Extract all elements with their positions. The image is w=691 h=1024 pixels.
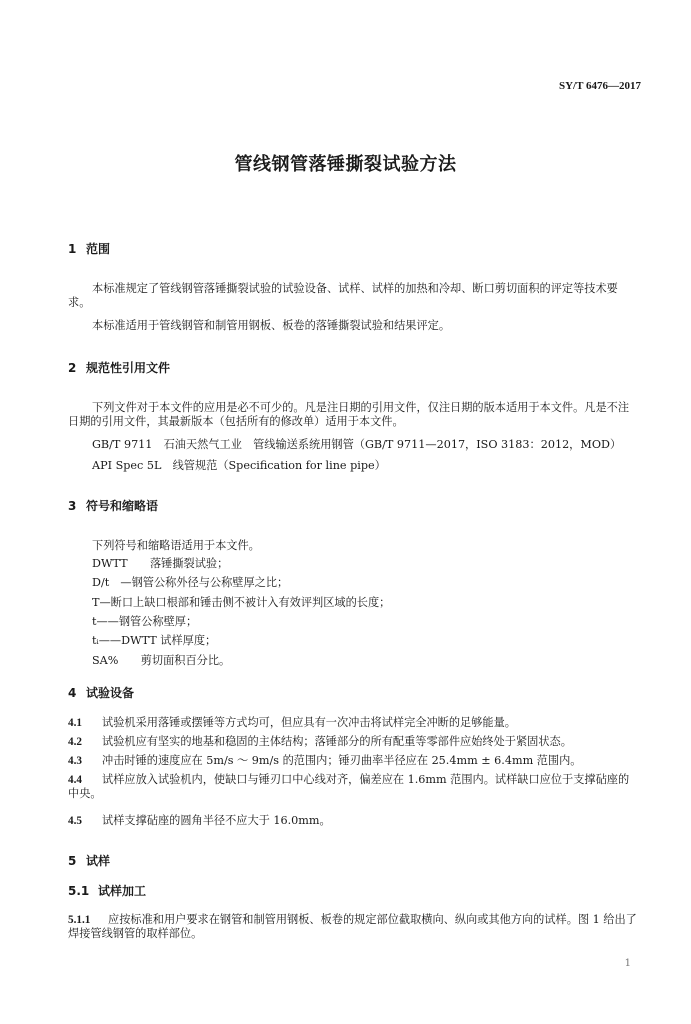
subsection-number: 5.1 [68,884,90,898]
symbol-item: SA% 剪切面积百分比。 [92,654,231,667]
section-title: 规范性引用文件 [86,361,171,375]
section-number: 2 [68,361,77,375]
section-2-heading [68,359,170,376]
clause-number: 4.5 [68,815,82,827]
clause-text: 冲击时锤的速度应在 5m/s ～ 9m/s 的范围内；锤刃曲率半径应在 25.4mm ± 6.4mm 范围内。 [102,754,582,767]
section-number: 5 [68,854,77,868]
section-title: 符号和缩略语 [86,499,159,513]
section-title: 试验设备 [86,686,135,700]
section-3-heading [68,497,158,514]
section-title: 试样 [86,854,111,868]
paragraph: 下列符号和缩略语适用于本文件。 [92,539,260,552]
symbol-item: T—断口上缺口根部和锤击侧不被计入有效评判区域的长度； [92,596,391,609]
symbol-item: t——钢管公称壁厚； [92,615,198,628]
subsection-title: 试样加工 [98,884,147,898]
clause-4-5 [68,814,331,828]
clause-4-1 [68,716,516,730]
clause-4-2 [68,735,572,749]
page-number: 1 [624,958,631,969]
symbol-item: D/t —钢管公称外径与公称壁厚之比； [92,576,289,589]
clause-4-3 [68,754,582,768]
document-title: 管线钢管落锤撕裂试验方法 [234,154,457,175]
clause-number: 4.4 [68,774,82,786]
section-number: 1 [68,242,77,256]
clause-number: 4.1 [68,717,82,729]
clause-text: 试验机应有坚实的地基和稳固的主体结构；落锤部分的所有配重等零部件应始终处于紧固状态。 [102,735,572,748]
clause-text: 试样支撑砧座的圆角半径不应大于 16.0mm。 [102,814,331,827]
symbol-item: tᵢ——DWTT 试样厚度； [92,634,217,647]
clause-text: 应按标准和用户要求在钢管和制管用钢板、板卷的规定部位截取横向、纵向或其他方向的试样。图 1 给出了焊接管线钢管的取样部位。 [68,913,637,940]
section-5-heading [68,852,110,869]
clause-number: 5.1.1 [68,914,91,926]
clause-text: 试样应放入试验机内，使缺口与锤刃口中心线对齐，偏差应在 1.6mm 范围内。试样缺口应位于支撑砧座的中央。 [68,773,630,800]
subsection-5-1-heading [68,882,146,899]
paragraph: 下列文件对于本文件的应用是必不可少的。凡是注日期的引用文件，仅注日期的版本适用于本文件。凡是不注日期的引用文件，其最新版本（包括所有的修改单）适用于本文件。 [68,401,630,428]
paragraph: 本标准适用于管线钢管和制管用钢板、板卷的落锤撕裂试验和结果评定。 [92,319,451,332]
clause-number: 4.3 [68,755,82,767]
clause-5-1-1 [68,913,640,941]
section-number: 4 [68,686,77,700]
clause-number: 4.2 [68,736,82,748]
clause-text: 试验机采用落锤或摆锤等方式均可，但应具有一次冲击将试样完全冲断的足够能量。 [102,716,516,729]
symbol-item: DWTT 落锤撕裂试验； [92,557,229,570]
paragraph: 本标准规定了管线钢管落锤撕裂试验的试验设备、试样、试样的加热和冷却、断口剪切面积的评定等技术要求。 [68,282,618,309]
clause-4-4 [68,773,640,801]
reference-item: GB/T 9711 石油天然气工业 管线输送系统用钢管（GB/T 9711—2017，ISO 3183：2012，MOD） [92,438,622,451]
section-4-heading [68,684,134,701]
reference-item: API Spec 5L 线管规范（Specification for line pipe） [92,459,386,472]
section-title: 范围 [86,242,111,256]
section-number: 3 [68,499,77,513]
standard-number: SY/T 6476—2017 [558,80,641,92]
section-1-heading [68,240,110,257]
